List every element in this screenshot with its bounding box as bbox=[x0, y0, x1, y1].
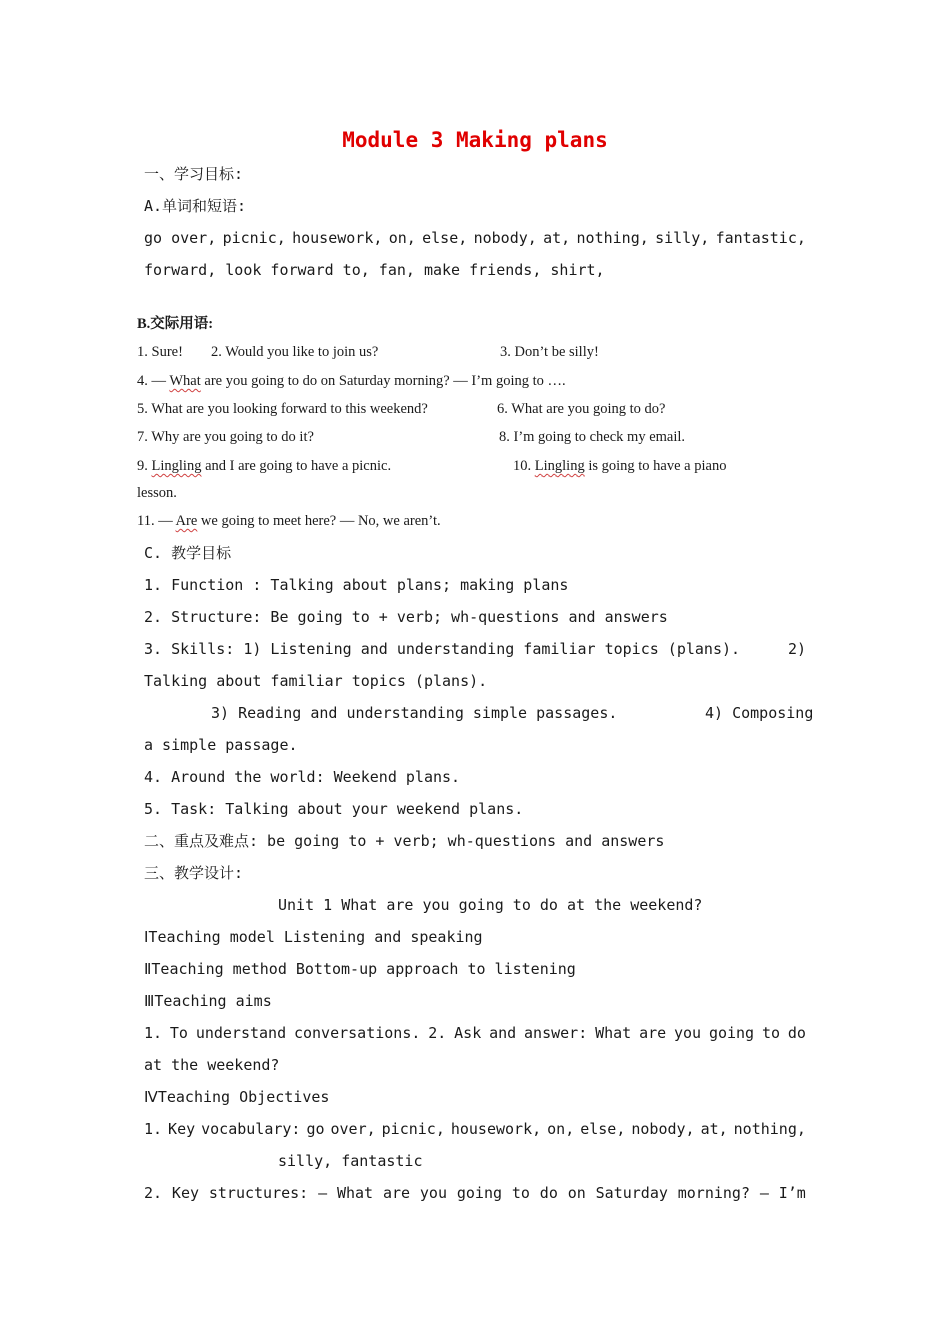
objective-word: are bbox=[382, 1184, 411, 1202]
vocab-line-2: forward, look forward to, fan, make friends, shirt, bbox=[144, 261, 605, 279]
objective-word: 1. bbox=[144, 1120, 163, 1138]
section1-heading: 一、学习目标: bbox=[144, 165, 244, 183]
phrase-8: 8. I’m going to check my email. bbox=[499, 429, 686, 445]
phrase-10-continuation: lesson. bbox=[137, 485, 177, 501]
goal-item-3: 3. Skills: 1) Listening and understanding familiar topics (plans). bbox=[144, 640, 741, 658]
phrase-5: 5. What are you looking forward to this weekend? bbox=[137, 401, 428, 417]
objective-word: do bbox=[539, 1184, 558, 1202]
phrase-7: 7. Why are you going to do it? bbox=[137, 429, 314, 445]
objective-word: to bbox=[511, 1184, 530, 1202]
goal-item-2: 2. Structure: Be going to + verb; wh-questions and answers bbox=[144, 608, 668, 626]
goal-item-1: 1. Function : Talking about plans; making plans bbox=[144, 576, 569, 594]
teaching-objectives-heading: ⅣTeaching Objectives bbox=[144, 1088, 330, 1106]
phrase-10-text: is going to have a piano bbox=[584, 458, 727, 474]
phrase-4 bbox=[137, 371, 566, 391]
aims-line-1 bbox=[144, 1023, 806, 1043]
objective-word: go bbox=[306, 1120, 325, 1138]
vocab-word: nobody, bbox=[473, 229, 537, 247]
phrase-10 bbox=[513, 456, 726, 476]
vocab-word: else, bbox=[422, 229, 468, 247]
aims-line-2: at the weekend? bbox=[144, 1056, 280, 1074]
aims-word: understand bbox=[195, 1024, 287, 1042]
objective-word: What bbox=[336, 1184, 374, 1202]
vocab-word: at, bbox=[543, 229, 571, 247]
phrase-2: 2. Would you like to join us? bbox=[211, 344, 379, 360]
objective-word: — bbox=[318, 1184, 328, 1202]
phrase-1: 1. Sure! bbox=[137, 344, 183, 360]
phrase-9-prefix: 9. bbox=[137, 458, 152, 474]
goal-item-3-line3: 3) Reading and understanding simple passages. bbox=[211, 704, 618, 722]
aims-word: 2. bbox=[428, 1024, 447, 1042]
teaching-model: ⅠTeaching model Listening and speaking bbox=[144, 928, 483, 946]
aims-word: To bbox=[169, 1024, 188, 1042]
aims-word: answer: bbox=[524, 1024, 588, 1042]
goal-item-3-line2: Talking about familiar topics (plans). bbox=[144, 672, 488, 690]
aims-word: to bbox=[761, 1024, 780, 1042]
goal-item-3-part2: 2) bbox=[788, 640, 807, 658]
phrase-11-text: we going to meet here? — No, we aren’t. bbox=[197, 513, 441, 529]
objective-word: on, bbox=[547, 1120, 575, 1138]
objective-word: on bbox=[567, 1184, 586, 1202]
section-b-heading: B.交际用语: bbox=[137, 316, 214, 332]
objective-word: Key bbox=[171, 1184, 200, 1202]
goal-item-3-part4: 4) Composing bbox=[705, 704, 814, 722]
phrase-10-flagged-word: Lingling bbox=[534, 458, 585, 474]
phrase-6: 6. What are you going to do? bbox=[497, 401, 666, 417]
objective-word: nothing, bbox=[733, 1120, 806, 1138]
objective-1-line-1 bbox=[144, 1119, 806, 1139]
aims-word: you bbox=[674, 1024, 702, 1042]
section-c-heading: C. 教学目标 bbox=[144, 544, 232, 562]
unit-title: Unit 1 What are you going to do at the weekend? bbox=[278, 896, 703, 914]
objective-word: 2. bbox=[144, 1184, 163, 1202]
objective-word: picnic, bbox=[381, 1120, 445, 1138]
objective-word: Saturday bbox=[595, 1184, 668, 1202]
aims-word: What bbox=[595, 1024, 632, 1042]
aims-word: going bbox=[708, 1024, 755, 1042]
phrase-4-text: are you going to do on Saturday morning? — I’m going to …. bbox=[200, 373, 566, 389]
vocab-word: on, bbox=[388, 229, 416, 247]
vocab-word: fantastic, bbox=[715, 229, 806, 247]
objective-word: structures: bbox=[208, 1184, 309, 1202]
phrase-9-text: and I are going to have a picnic. bbox=[201, 458, 392, 474]
aims-word: Ask bbox=[454, 1024, 482, 1042]
objective-2-line-1 bbox=[144, 1183, 806, 1203]
teaching-method: ⅡTeaching method Bottom-up approach to listening bbox=[144, 960, 576, 978]
phrase-11-flagged-word: Are bbox=[175, 513, 198, 529]
objective-word: housework, bbox=[450, 1120, 542, 1138]
aims-word: do bbox=[787, 1024, 806, 1042]
phrase-11 bbox=[137, 511, 441, 531]
phrase-9 bbox=[137, 456, 391, 476]
phrase-4-flagged-word: What bbox=[169, 373, 201, 389]
aims-word: conversations. bbox=[293, 1024, 421, 1042]
objective-word: Key bbox=[168, 1120, 196, 1138]
objective-word: else, bbox=[580, 1120, 626, 1138]
goal-item-4: 4. Around the world: Weekend plans. bbox=[144, 768, 461, 786]
goal-item-5: 5. Task: Talking about your weekend plans. bbox=[144, 800, 524, 818]
objective-word: at, bbox=[700, 1120, 728, 1138]
vocab-word: nothing, bbox=[576, 229, 649, 247]
teaching-aims-heading: ⅢTeaching aims bbox=[144, 992, 272, 1010]
phrase-3: 3. Don’t be silly! bbox=[500, 344, 599, 360]
objective-word: going bbox=[456, 1184, 503, 1202]
section1-a-heading: A.单词和短语: bbox=[144, 197, 247, 215]
section3-heading: 三、教学设计: bbox=[144, 864, 244, 882]
phrase-10-prefix: 10. bbox=[513, 458, 535, 474]
vocab-word: silly, bbox=[655, 229, 710, 247]
phrase-4-prefix: 4. — bbox=[137, 373, 170, 389]
objective-word: morning? bbox=[677, 1184, 750, 1202]
goal-item-3-line4: a simple passage. bbox=[144, 736, 298, 754]
objective-word: I’m bbox=[778, 1184, 806, 1202]
vocab-line-1 bbox=[144, 228, 806, 248]
vocab-word: go over, bbox=[144, 229, 217, 247]
objective-word: vocabulary: bbox=[201, 1120, 301, 1138]
section2-key-points: 二、重点及难点: be going to + verb; wh-questions and answers bbox=[144, 832, 665, 850]
aims-word: are bbox=[639, 1024, 667, 1042]
objective-word: you bbox=[419, 1184, 447, 1202]
phrase-11-prefix: 11. — bbox=[137, 513, 176, 529]
objective-1-line-2: silly, fantastic bbox=[278, 1152, 423, 1170]
page-title: Module 3 Making plans bbox=[342, 128, 608, 152]
objective-word: over, bbox=[330, 1120, 376, 1138]
aims-word: and bbox=[489, 1024, 517, 1042]
vocab-word: picnic, bbox=[222, 229, 286, 247]
vocab-word: housework, bbox=[292, 229, 383, 247]
objective-word: — bbox=[759, 1184, 769, 1202]
phrase-9-flagged-word: Lingling bbox=[151, 458, 202, 474]
objective-word: nobody, bbox=[631, 1120, 695, 1138]
aims-word: 1. bbox=[144, 1024, 163, 1042]
